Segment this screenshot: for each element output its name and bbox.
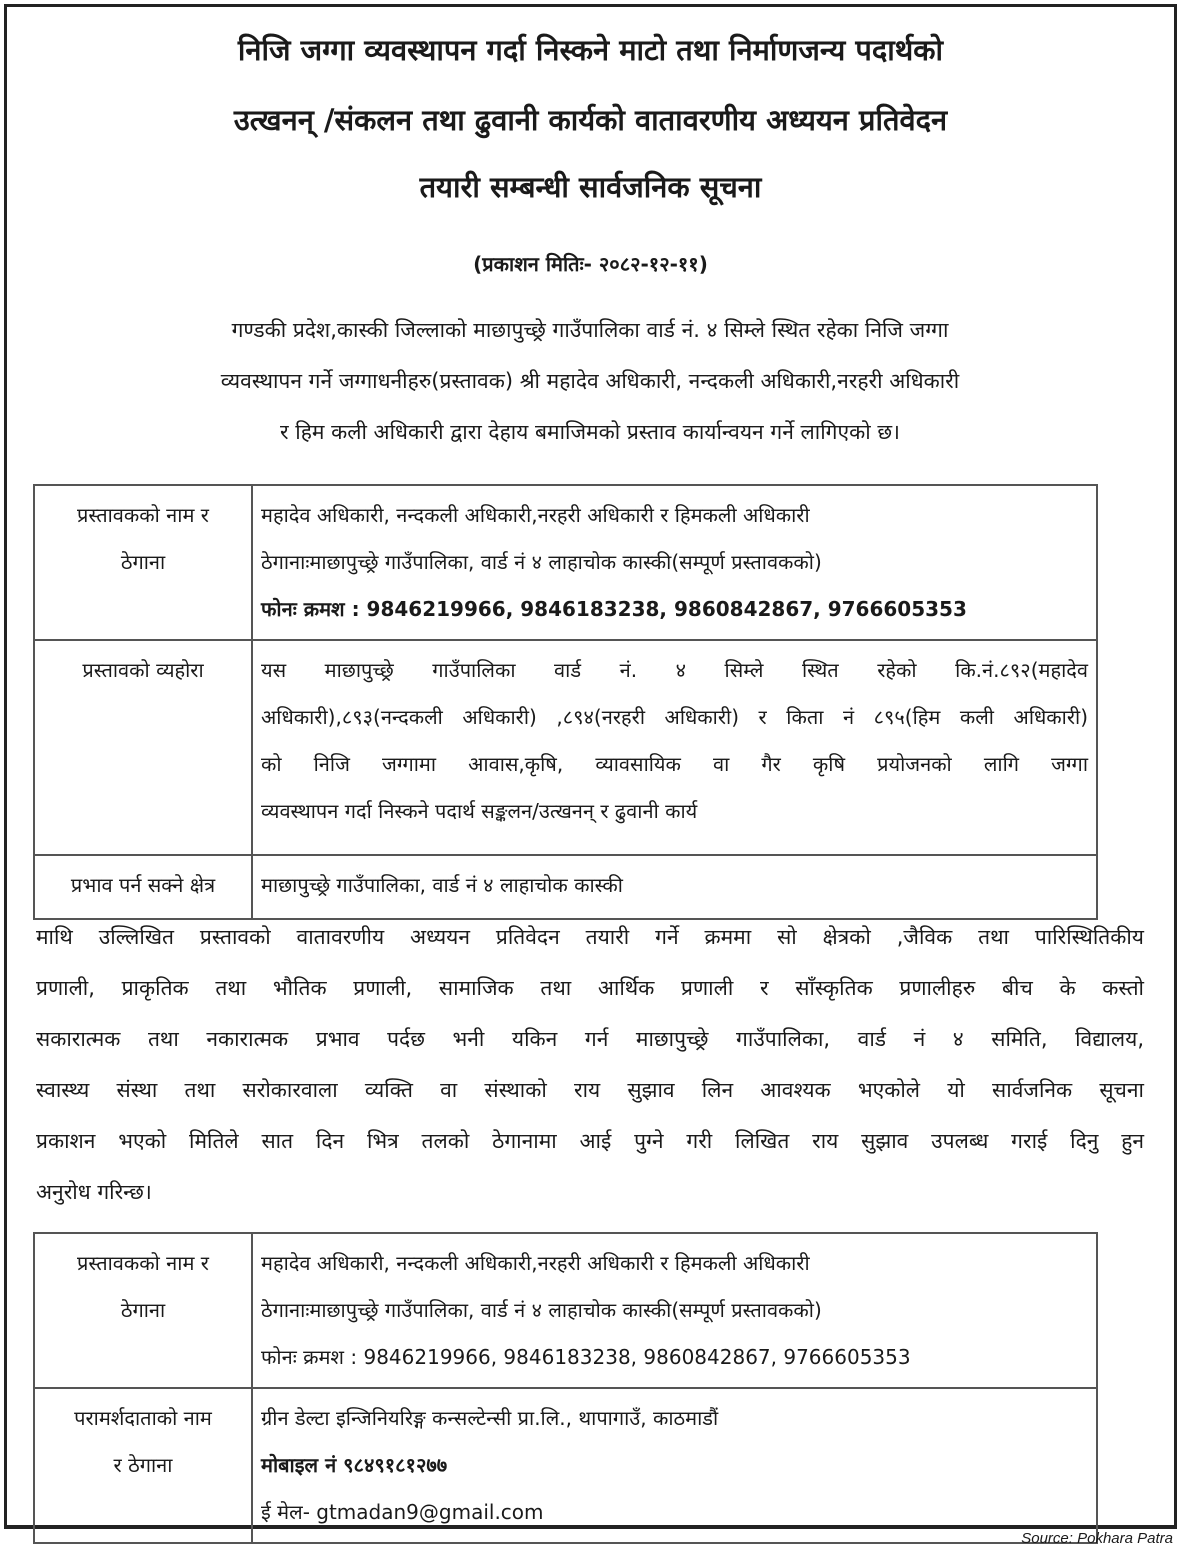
row-label <box>34 485 252 640</box>
body-line: स्वास्थ्य संस्था तथा सरोकारवाला व्यक्ति वा संस्थाको राय सुझाव लिन आवश्यक भएकोले यो सार्वजनिक सूचना <box>36 1078 1144 1102</box>
table-row-proponent <box>34 1233 1097 1388</box>
row-value <box>252 485 1097 640</box>
value-line: को निजि जग्गामा आवास,कृषि, व्यावसायिक वा गैर कृषि प्रयोजनको लागि जग्गा <box>261 752 1088 776</box>
intro-line: गण्डकी प्रदेश,कास्की जिल्लाको माछापुच्छ्रे गाउँपालिका वार्ड नं. ४ सिम्ले स्थित रहेका निजि जग्गा <box>231 318 949 342</box>
row-label <box>34 640 252 855</box>
body-paragraph <box>36 912 1144 1218</box>
value-line: अधिकारी),८९३(नन्दकली अधिकारी) ,८९४(नरहरी अधिकारी) र किता नं ८९५(हिम कली अधिकारी) <box>261 705 1088 729</box>
body-line: प्रकाशन भएको मितिले सात दिन भित्र तलको ठेगानामा आई पुग्ने गरी लिखित राय सुझाव उपलब्ध गराई दिनु हुन <box>36 1129 1144 1153</box>
value-line: ठेगानाःमाछापुच्छ्रे गाउँपालिका, वार्ड नं ४ लाहाचोक कास्की(सम्पूर्ण प्रस्तावकको) <box>261 1298 822 1322</box>
table-row-affected-area <box>34 855 1097 919</box>
contact-table <box>33 1232 1098 1544</box>
phone-line: फोनः क्रमश : 9846219966, 9846183238, 9860842867, 9766605353 <box>261 1345 911 1369</box>
value-line: महादेव अधिकारी, नन्दकली अधिकारी,नरहरी अधिकारी र हिमकली अधिकारी <box>261 503 810 527</box>
row-label <box>34 855 252 919</box>
label-line: प्रस्तावको व्यहोरा <box>82 658 204 682</box>
value-line: यस माछापुच्छ्रे गाउँपालिका वार्ड नं. ४ सिम्ले स्थित रहेको कि.नं.८९२(महादेव <box>261 658 1088 682</box>
value-line: व्यवस्थापन गर्दा निस्कने पदार्थ सङ्कलन/उत्खनन् र ढुवानी कार्य <box>261 799 698 823</box>
intro-line: र हिम कली अधिकारी द्वारा देहाय बमाजिमको प्रस्ताव कार्यान्वयन गर्ने लागिएको छ। <box>279 420 900 444</box>
row-label <box>34 1388 252 1543</box>
proposal-table <box>33 484 1098 920</box>
body-line: सकारात्मक तथा नकारात्मक प्रभाव पर्दछ भनी यकिन गर्न माछापुच्छ्रे गाउँपालिका, वार्ड नं ४ समिति, विद्यालय, <box>36 1027 1144 1051</box>
table-row-proponent <box>34 485 1097 640</box>
phone-line: फोनः क्रमश : 9846219966, 9846183238, 9860842867, 9766605353 <box>261 597 967 621</box>
row-value <box>252 640 1097 855</box>
body-line: प्रणाली, प्राकृतिक तथा भौतिक प्रणाली, सामाजिक तथा आर्थिक प्रणाली र साँस्कृतिक प्रणालीहरु बीच के कस्तो <box>36 976 1144 1000</box>
email-line: ई मेल- gtmadan9@gmail.com <box>261 1500 544 1524</box>
value-line: ठेगानाःमाछापुच्छ्रे गाउँपालिका, वार्ड नं ४ लाहाचोक कास्की(सम्पूर्ण प्रस्तावकको) <box>261 550 822 574</box>
publication-date: (प्रकाशन मितिः- २०८२-१२-११) <box>473 252 708 276</box>
label-line: ठेगाना <box>120 550 166 574</box>
notice-title-line-1: निजि जग्गा व्यवस्थापन गर्दा निस्कने माटो तथा निर्माणजन्य पदार्थको <box>237 33 944 67</box>
row-value <box>252 1388 1097 1543</box>
table-row-consultant <box>34 1388 1097 1543</box>
table-row-proposal-description <box>34 640 1097 855</box>
label-line: र ठेगाना <box>113 1453 173 1477</box>
label-line: प्रभाव पर्न सक्ने क्षेत्र <box>70 873 216 897</box>
row-value <box>252 1233 1097 1388</box>
row-value <box>252 855 1097 919</box>
row-label <box>34 1233 252 1388</box>
label-line: ठेगाना <box>120 1298 166 1322</box>
notice-title-line-3: तयारी सम्बन्धी सार्वजनिक सूचना <box>419 170 762 204</box>
intro-paragraph <box>40 305 1140 458</box>
body-line: अनुरोध गरिन्छ। <box>36 1180 152 1204</box>
value-line: महादेव अधिकारी, नन्दकली अधिकारी,नरहरी अधिकारी र हिमकली अधिकारी <box>261 1251 810 1275</box>
value-line: माछापुच्छ्रे गाउँपालिका, वार्ड नं ४ लाहाचोक कास्की <box>261 873 623 897</box>
value-line: ग्रीन डेल्टा इन्जिनियरिङ्ग कन्सल्टेन्सी प्रा.लि., थापागाउँ, काठमाडौं <box>261 1406 719 1430</box>
body-line: माथि उल्लिखित प्रस्तावको वातावरणीय अध्ययन प्रतिवेदन तयारी गर्ने क्रममा सो क्षेत्रको ,जैविक तथा पारिस्थितिकीय <box>36 925 1144 949</box>
mobile-line: मोबाइल नं ९८४९१८१२७७ <box>261 1453 448 1477</box>
label-line: प्रस्तावकको नाम र <box>77 1251 209 1275</box>
intro-line: व्यवस्थापन गर्ने जग्गाधनीहरु(प्रस्तावक) श्री महादेव अधिकारी, नन्दकली अधिकारी,नरहरी अधिकारी <box>220 369 960 393</box>
notice-title-line-2: उत्खनन् /संकलन तथा ढुवानी कार्यको वातावरणीय अध्ययन प्रतिवेदन <box>233 103 948 137</box>
label-line: परामर्शदाताको नाम <box>74 1406 212 1430</box>
source-credit: Source: Pokhara Patra <box>1021 1530 1173 1547</box>
label-line: प्रस्तावकको नाम र <box>77 503 209 527</box>
